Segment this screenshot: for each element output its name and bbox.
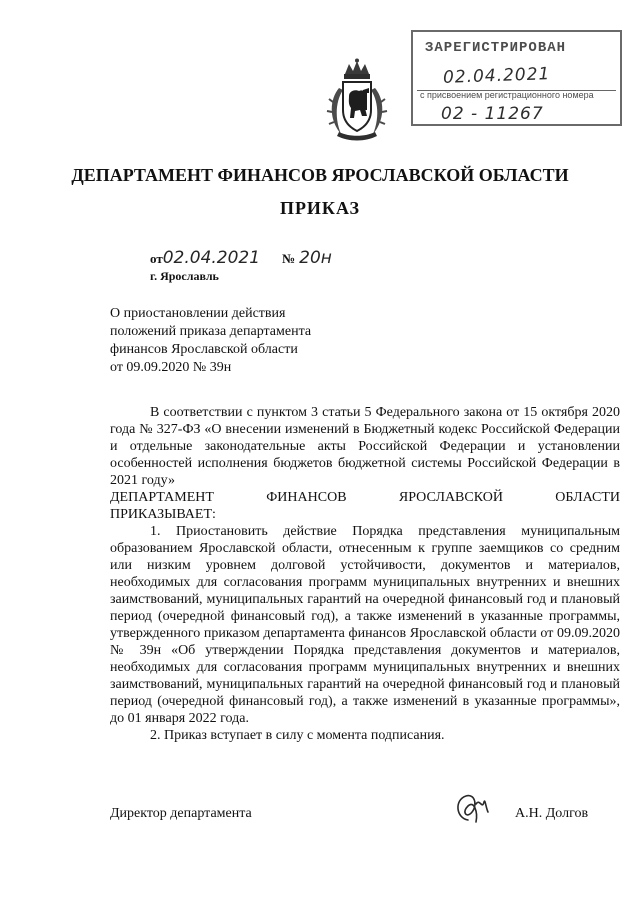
order-date-row xyxy=(150,248,332,269)
ordering-authority: ДЕПАРТАМЕНТ ФИНАНСОВ ЯРОСЛАВСКОЙ ОБЛАСТИ xyxy=(110,490,620,505)
department-name: ДЕПАРТАМЕНТ ФИНАНСОВ ЯРОСЛАВСКОЙ ОБЛАСТИ xyxy=(71,165,569,185)
document-type-title: ПРИКАЗ xyxy=(279,198,361,218)
subject-line: положений приказа департамента xyxy=(110,324,312,339)
order-subject xyxy=(110,305,311,377)
order-item-1: 1. Приостановить действие Порядка представления муниципальным образованием Ярославской области, отнесенным к группе заемщиков со средним или низким уровнем долговой устойчивости, документов и материалов, необходимых для согласования программ муниципальных внутренних и внешних заимствований, муниципальных гарантий на очередной финансовый год и плановый период (очередной финансовый год), а также изменений в указанные программы, утвержденного приказом департамента финансов Ярославской области от 09.09.2020 № 39н «Об утверждении Порядка представления документов и материалов, необходимых для согласования программ муниципальных внутренних и внешних заимствований, муниципальных гарантий на очередной финансовый год и плановый период (очередной финансовый год), а также изменений в указанные программы», до 01 января 2022 года. xyxy=(110,524,620,726)
orders-verb: ПРИКАЗЫВАЕТ: xyxy=(110,507,216,522)
signature-block xyxy=(110,800,610,830)
date-label: от xyxy=(150,251,163,266)
registration-stamp xyxy=(411,30,622,126)
coat-of-arms-icon xyxy=(325,58,389,144)
number-label: № xyxy=(282,251,296,266)
handwritten-date: 02.04.2021 xyxy=(162,248,261,268)
stamp-registration-number: 02 - 11267 xyxy=(441,104,544,124)
stamp-date: 02.04.2021 xyxy=(442,64,551,88)
city-name: г. Ярославль xyxy=(150,269,219,283)
stamp-note: с присвоением регистрационного номера xyxy=(420,90,594,100)
subject-line: финансов Ярославской области xyxy=(110,342,298,357)
preamble-paragraph: В соответствии с пунктом 3 статьи 5 Федерального закона от 15 октября 2020 года № 327-ФЗ «О внесении изменений в Бюджетный кодекс Российской Федерации и отдельные законодательные акты Российской Федерации и установлении особенностей исполнения бюджетов бюджетной системы Российской Федерации в 2021 году» xyxy=(110,405,620,488)
handwritten-signature-icon xyxy=(448,790,496,830)
order-body xyxy=(110,404,620,744)
handwritten-order-number: 20н xyxy=(299,248,332,268)
subject-line: от 09.09.2020 № 39н xyxy=(110,360,232,375)
order-item-2: 2. Приказ вступает в силу с момента подписания. xyxy=(150,728,445,743)
signer-position: Директор департамента xyxy=(110,806,252,821)
subject-line: О приостановлении действия xyxy=(110,306,286,321)
signer-name: А.Н. Долгов xyxy=(515,806,589,821)
stamp-title: ЗАРЕГИСТРИРОВАН xyxy=(425,40,567,56)
